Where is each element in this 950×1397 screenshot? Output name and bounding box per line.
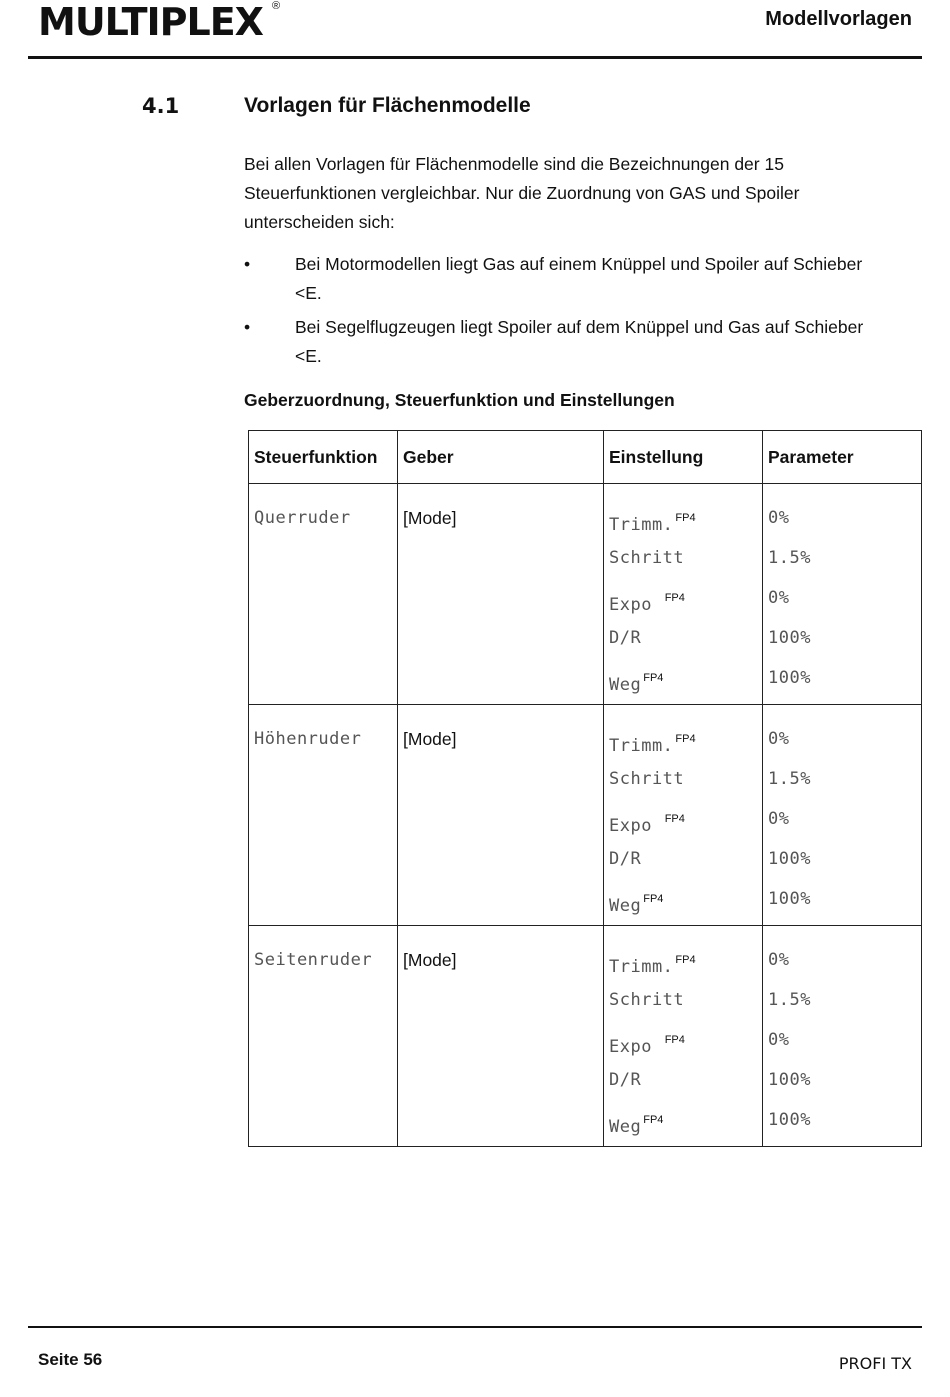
table-row [249, 705, 922, 926]
column-header: Parameter [763, 431, 922, 484]
settings-table [248, 430, 922, 1147]
function-name: Querruder [254, 508, 351, 528]
section-number: 4.1 [142, 94, 180, 118]
setting-item [609, 986, 762, 1026]
intro-line: unterscheiden sich: [244, 212, 395, 232]
settings-cell [604, 484, 763, 705]
setting-name: Schritt [609, 990, 685, 1010]
setting-item [609, 765, 762, 805]
parameter-value: 100% [768, 628, 811, 648]
intro-paragraph [244, 150, 884, 237]
setting-item [609, 885, 762, 925]
function-cell [249, 484, 398, 705]
setting-item [609, 584, 762, 624]
function-cell [249, 705, 398, 926]
section-title: Vorlagen für Flächenmodelle [244, 94, 531, 117]
table-subheading: Geberzuordnung, Steuerfunktion und Einstellungen [244, 390, 675, 410]
fp4-marker: FP4 [675, 954, 696, 966]
setting-name: Expo [609, 1037, 663, 1057]
geber-cell [398, 926, 604, 1147]
table-row [249, 926, 922, 1147]
fp4-marker: FP4 [675, 733, 696, 745]
parameter-cell [763, 484, 922, 705]
fp4-marker: FP4 [664, 813, 685, 825]
geber-cell [398, 484, 604, 705]
bullet-dot: • [244, 317, 251, 337]
function-name: Höhenruder [254, 729, 362, 749]
setting-item [609, 544, 762, 584]
setting-name: Schritt [609, 548, 685, 568]
fp4-marker: FP4 [664, 592, 685, 604]
parameter-value: 0% [768, 950, 790, 970]
intro-line: Steuerfunktionen vergleichbar. Nur die Zuordnung von GAS und Spoiler [244, 183, 800, 203]
setting-name: D/R [609, 628, 642, 648]
parameter-value: 100% [768, 1110, 811, 1130]
setting-item [609, 1066, 762, 1106]
parameter-value: 1.5% [768, 990, 811, 1010]
parameter-value: 0% [768, 1030, 790, 1050]
setting-item [609, 664, 762, 704]
setting-name: D/R [609, 1070, 642, 1090]
page-number: Seite 56 [38, 1350, 103, 1369]
table-row [249, 484, 922, 705]
parameter-cell [763, 705, 922, 926]
parameter-value: 1.5% [768, 548, 811, 568]
fp4-marker: FP4 [643, 893, 664, 905]
setting-item [609, 946, 762, 986]
column-header: Steuerfunktion [249, 431, 398, 484]
setting-name: Trimm. [609, 957, 674, 977]
setting-name: Expo [609, 816, 663, 836]
fp4-marker: FP4 [675, 512, 696, 524]
bullet-text: <E. [295, 283, 322, 303]
function-name: Seitenruder [254, 950, 373, 970]
parameter-value: 100% [768, 849, 811, 869]
setting-name: Expo [609, 595, 663, 615]
settings-cell [604, 926, 763, 1147]
fp4-marker: FP4 [643, 672, 664, 684]
product-name: PROFI TX [838, 1354, 912, 1373]
setting-item [609, 1106, 762, 1146]
parameter-value: 0% [768, 508, 790, 528]
parameter-value: 100% [768, 1070, 811, 1090]
bullet-text: Bei Motormodellen liegt Gas auf einem Knüppel und Spoiler auf Schieber [295, 254, 863, 274]
parameter-cell [763, 926, 922, 1147]
bullet-text: Bei Segelflugzeugen liegt Spoiler auf dem Knüppel und Gas auf Schieber [295, 317, 864, 337]
setting-item [609, 504, 762, 544]
setting-item [609, 845, 762, 885]
setting-item [609, 725, 762, 765]
parameter-value: 1.5% [768, 769, 811, 789]
parameter-value: 0% [768, 809, 790, 829]
setting-name: Weg [609, 675, 642, 695]
geber-value: [Mode] [403, 950, 457, 970]
setting-name: Weg [609, 896, 642, 916]
bullet-dot: • [244, 254, 251, 274]
settings-cell [604, 705, 763, 926]
parameter-value: 100% [768, 889, 811, 909]
setting-item [609, 805, 762, 845]
intro-line: Bei allen Vorlagen für Flächenmodelle sind die Bezeichnungen der 15 [244, 154, 784, 174]
column-header: Geber [398, 431, 604, 484]
header-title: Modellvorlagen [765, 8, 912, 30]
fp4-marker: FP4 [643, 1114, 664, 1126]
header-rule [28, 56, 922, 59]
footer-rule [28, 1326, 922, 1328]
parameter-value: 0% [768, 729, 790, 749]
setting-name: D/R [609, 849, 642, 869]
setting-item [609, 1026, 762, 1066]
geber-value: [Mode] [403, 729, 457, 749]
setting-name: Trimm. [609, 736, 674, 756]
setting-name: Trimm. [609, 515, 674, 535]
geber-cell [398, 705, 604, 926]
column-header: Einstellung [604, 431, 763, 484]
bullet-text: <E. [295, 346, 322, 366]
setting-item [609, 624, 762, 664]
function-cell [249, 926, 398, 1147]
geber-value: [Mode] [403, 508, 457, 528]
fp4-marker: FP4 [664, 1034, 685, 1046]
table-header-row [249, 431, 922, 484]
multiplex-logo: MULTIPLEX [38, 0, 263, 44]
setting-name: Schritt [609, 769, 685, 789]
parameter-value: 0% [768, 588, 790, 608]
parameter-value: 100% [768, 668, 811, 688]
setting-name: Weg [609, 1117, 642, 1137]
registered-mark: ® [272, 0, 281, 12]
